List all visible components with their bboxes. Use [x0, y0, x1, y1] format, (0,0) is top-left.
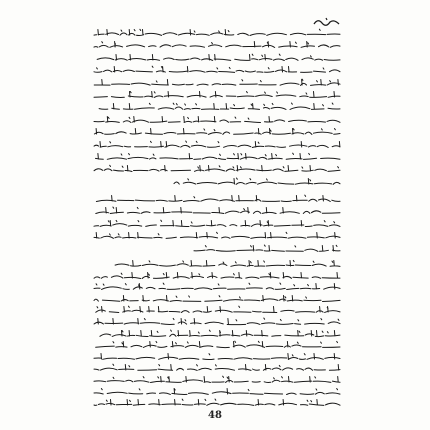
handwritten-line	[92, 271, 342, 281]
handwritten-line	[92, 317, 342, 327]
section-heading-scribble	[312, 14, 342, 28]
handwritten-line	[92, 294, 342, 304]
handwritten-line	[112, 259, 342, 269]
handwritten-line	[92, 219, 342, 229]
handwritten-line	[172, 177, 342, 187]
handwritten-line	[92, 363, 342, 373]
handwritten-line	[92, 375, 342, 385]
handwritten-line	[92, 282, 342, 292]
handwritten-line	[92, 398, 342, 408]
handwritten-line	[92, 127, 342, 137]
handwritten-line	[92, 194, 342, 204]
handwritten-line	[92, 152, 342, 162]
handwritten-line	[92, 140, 342, 150]
handwritten-line	[92, 340, 342, 350]
handwritten-line	[92, 65, 342, 75]
page-number: 48	[208, 410, 222, 421]
handwritten-line	[92, 206, 342, 216]
handwritten-line	[92, 164, 342, 174]
handwritten-text-block	[92, 14, 342, 394]
handwritten-line	[92, 78, 342, 88]
handwritten-line	[92, 231, 342, 241]
handwritten-line	[92, 28, 342, 38]
handwritten-line	[92, 102, 342, 112]
handwritten-line	[92, 387, 342, 397]
handwritten-line	[92, 40, 342, 50]
handwritten-line	[92, 53, 342, 63]
handwritten-line	[92, 115, 342, 125]
handwritten-line	[92, 90, 342, 100]
handwritten-line	[92, 352, 342, 362]
handwritten-line	[92, 329, 342, 339]
handwritten-line	[92, 305, 342, 315]
handwritten-line	[192, 244, 342, 254]
